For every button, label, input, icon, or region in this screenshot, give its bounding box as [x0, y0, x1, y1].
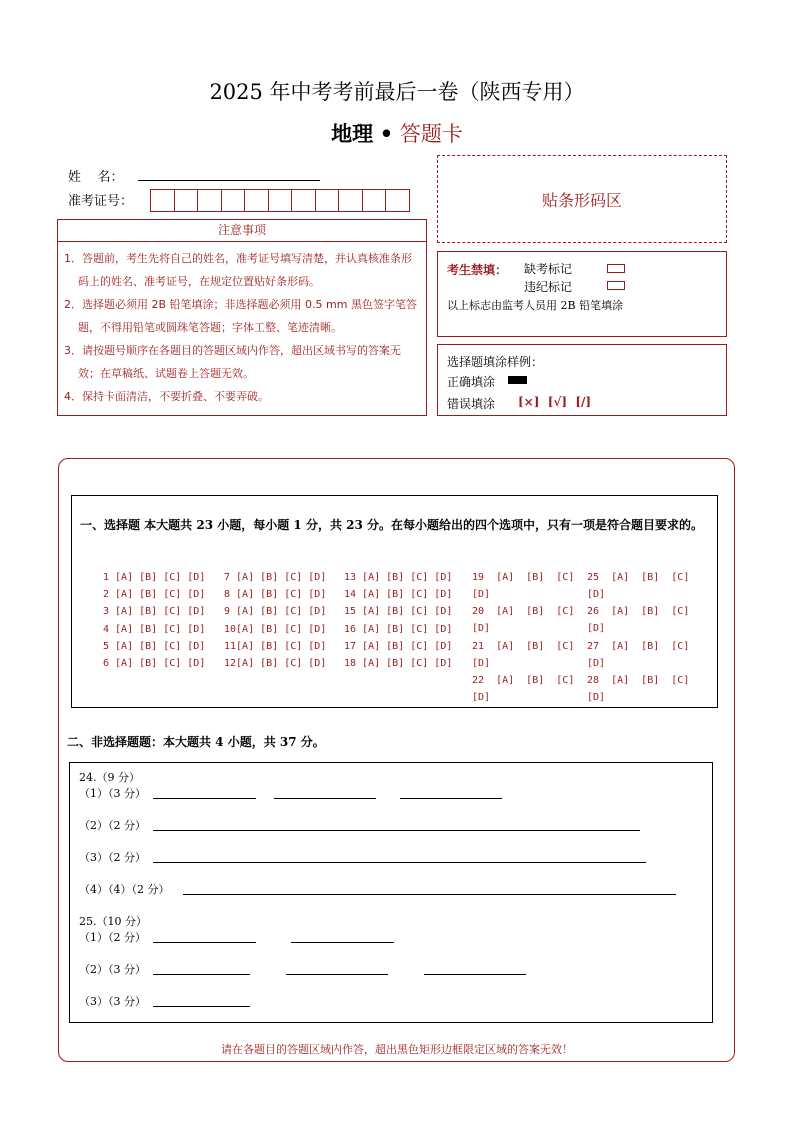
answer-line[interactable] [286, 974, 388, 975]
choice-option-row[interactable]: 12[A] [B] [C] [D] [224, 658, 327, 669]
notice-item: 1．答题前，考生先将自己的姓名，准考证号填写清楚，并认真核准条形码上的姓名、准考证号，在规定位置贴好条形码。 [64, 252, 412, 288]
choice-option-row[interactable]: 14 [A] [B] [C] [D] [344, 589, 453, 601]
exam-no-digit-box[interactable] [338, 189, 363, 212]
exam-no-digit-box[interactable] [197, 189, 222, 212]
q25-2-label: （2）（3 分） [79, 963, 146, 976]
exam-no-label: 准考证号： [68, 194, 134, 209]
page-title: 2025 年中考考前最后一卷（陕西专用） [209, 80, 585, 104]
q24-4-label: （4）（4）（2 分） [79, 883, 170, 896]
notice-body [57, 242, 427, 416]
exam-no-digit-box[interactable] [174, 189, 199, 212]
exam-no-digit-box[interactable] [315, 189, 340, 212]
answer-line[interactable] [183, 894, 676, 895]
choice-option-row[interactable]: 25 [A] [B] [C] [D] [587, 572, 690, 600]
answer-line[interactable] [153, 1006, 250, 1007]
choice-option-row[interactable]: 9 [A] [B] [C] [D] [224, 606, 327, 618]
choice-option-row[interactable]: 19 [A] [B] [C] [D] [472, 572, 575, 600]
choice-section-title: 一、选择题 本大题共 23 小题，每小题 1 分，共 23 分。在每小题给出的四个选项中，只有一项是符合题目要求的。 [80, 518, 703, 532]
choice-option-row[interactable]: 20 [A] [B] [C] [D] [472, 606, 575, 635]
absent-label: 缺考标记 [524, 262, 573, 276]
nonchoice-section-title: 二、非选择题题：本大题共 4 小题，共 37 分。 [67, 735, 325, 749]
answer-line[interactable] [424, 974, 526, 975]
card-subtitle [0, 118, 794, 148]
choice-option-row[interactable]: 2 [A] [B] [C] [D] [103, 589, 206, 601]
name-label: 姓 名： [68, 170, 124, 185]
answer-line[interactable] [291, 942, 394, 943]
notice-item: 3．请按题号顺序在各题目的答题区域内作答，超出区域书写的答案无效；在草稿纸、试题卷上答题无效。 [64, 344, 401, 380]
answer-line[interactable] [153, 798, 256, 799]
choice-option-row[interactable]: 27 [A] [B] [C] [D] [587, 640, 690, 669]
choice-option-row[interactable]: 10[A] [B] [C] [D] [224, 623, 327, 635]
forbidden-note: 以上标志由监考人员用 2B 铅笔填涂 [447, 299, 624, 312]
q25-label: 25.（10 分） [79, 915, 147, 928]
q25-1-label: （1）（2 分） [79, 931, 146, 944]
notice-heading: 注意事项 [57, 219, 427, 242]
q24-label: 24.（9 分） [79, 771, 140, 784]
answer-line[interactable] [153, 862, 646, 863]
choice-option-row[interactable]: 16 [A] [B] [C] [D] [344, 623, 453, 635]
exam-no-digit-box[interactable] [150, 189, 175, 212]
wrong-label: 错误填涂 [447, 397, 496, 411]
name-field[interactable] [138, 166, 320, 181]
choice-option-row[interactable]: 7 [A] [B] [C] [D] [224, 572, 327, 583]
absent-mark-box[interactable] [607, 264, 625, 273]
exam-no-digit-box[interactable] [268, 189, 293, 212]
q24-3-label: （3）（2 分） [79, 851, 146, 864]
answer-line[interactable] [274, 798, 376, 799]
footer-warning: 请在各题目的答题区域内作答，超出黑色矩形边框限定区域的答案无效！ [221, 1043, 573, 1056]
notice-item: 2．选择题必须用 2B 铅笔填涂；非选择题必须用 0.5 mm 黑色签字笔答题，不得用铅笔或圆珠笔答题；字体工整、笔迹清晰。 [64, 298, 417, 334]
q24-2-label: （2）（2 分） [79, 819, 146, 832]
answer-line[interactable] [400, 798, 502, 799]
notice-item: 4．保持卡面清洁，不要折叠、不要弄破。 [64, 390, 269, 403]
q25-3-label: （3）（3 分） [79, 995, 146, 1008]
choice-option-row[interactable]: 15 [A] [B] [C] [D] [344, 606, 453, 618]
choice-option-row[interactable]: 6 [A] [B] [C] [D] [103, 658, 206, 669]
choice-option-row[interactable]: 21 [A] [B] [C] [D] [472, 640, 575, 669]
violation-mark-box[interactable] [607, 281, 625, 290]
exam-no-boxes[interactable] [151, 189, 410, 212]
exam-no-digit-box[interactable] [291, 189, 316, 212]
choice-option-row[interactable]: 8 [A] [B] [C] [D] [224, 589, 327, 601]
filled-mark-icon [508, 376, 527, 384]
exam-no-digit-box[interactable] [362, 189, 387, 212]
choice-option-row[interactable]: 1 [A] [B] [C] [D] [103, 572, 206, 583]
answer-card-label: 答题卡 [399, 122, 463, 146]
choice-option-row[interactable]: 26 [A] [B] [C] [D] [587, 606, 690, 635]
choice-option-row[interactable]: 22 [A] [B] [C] [D] [472, 675, 575, 704]
exam-no-digit-box[interactable] [385, 189, 410, 212]
sample-title: 选择题填涂样例： [447, 355, 544, 369]
forbidden-box [437, 251, 727, 337]
choice-option-row[interactable]: 3 [A] [B] [C] [D] [103, 606, 206, 618]
answer-line[interactable] [153, 830, 640, 831]
violation-label: 违纪标记 [524, 280, 573, 294]
choice-option-row[interactable]: 13 [A] [B] [C] [D] [344, 572, 453, 583]
answer-line[interactable] [153, 942, 256, 943]
choice-option-row[interactable]: 4 [A] [B] [C] [D] [103, 623, 206, 635]
exam-no-digit-box[interactable] [244, 189, 269, 212]
q24-1-label: （1）（3 分） [79, 787, 146, 800]
forbidden-label: 考生禁填： [447, 263, 508, 277]
choice-option-row[interactable]: 11[A] [B] [C] [D] [224, 640, 327, 652]
choice-option-row[interactable]: 18 [A] [B] [C] [D] [344, 658, 453, 669]
barcode-area: 贴条形码区 [437, 155, 727, 243]
answer-line[interactable] [153, 974, 250, 975]
exam-no-digit-box[interactable] [221, 189, 246, 212]
subject-label: 地理 [331, 121, 374, 146]
separator-dot: • [379, 121, 394, 146]
choice-option-row[interactable]: 28 [A] [B] [C] [D] [587, 675, 690, 704]
correct-label: 正确填涂 [447, 375, 496, 389]
sample-box [437, 344, 727, 416]
choice-option-row[interactable]: 5 [A] [B] [C] [D] [103, 640, 206, 652]
choice-option-row[interactable]: 17 [A] [B] [C] [D] [344, 640, 453, 652]
wrong-marks: [×] [√] [/] [518, 395, 592, 409]
